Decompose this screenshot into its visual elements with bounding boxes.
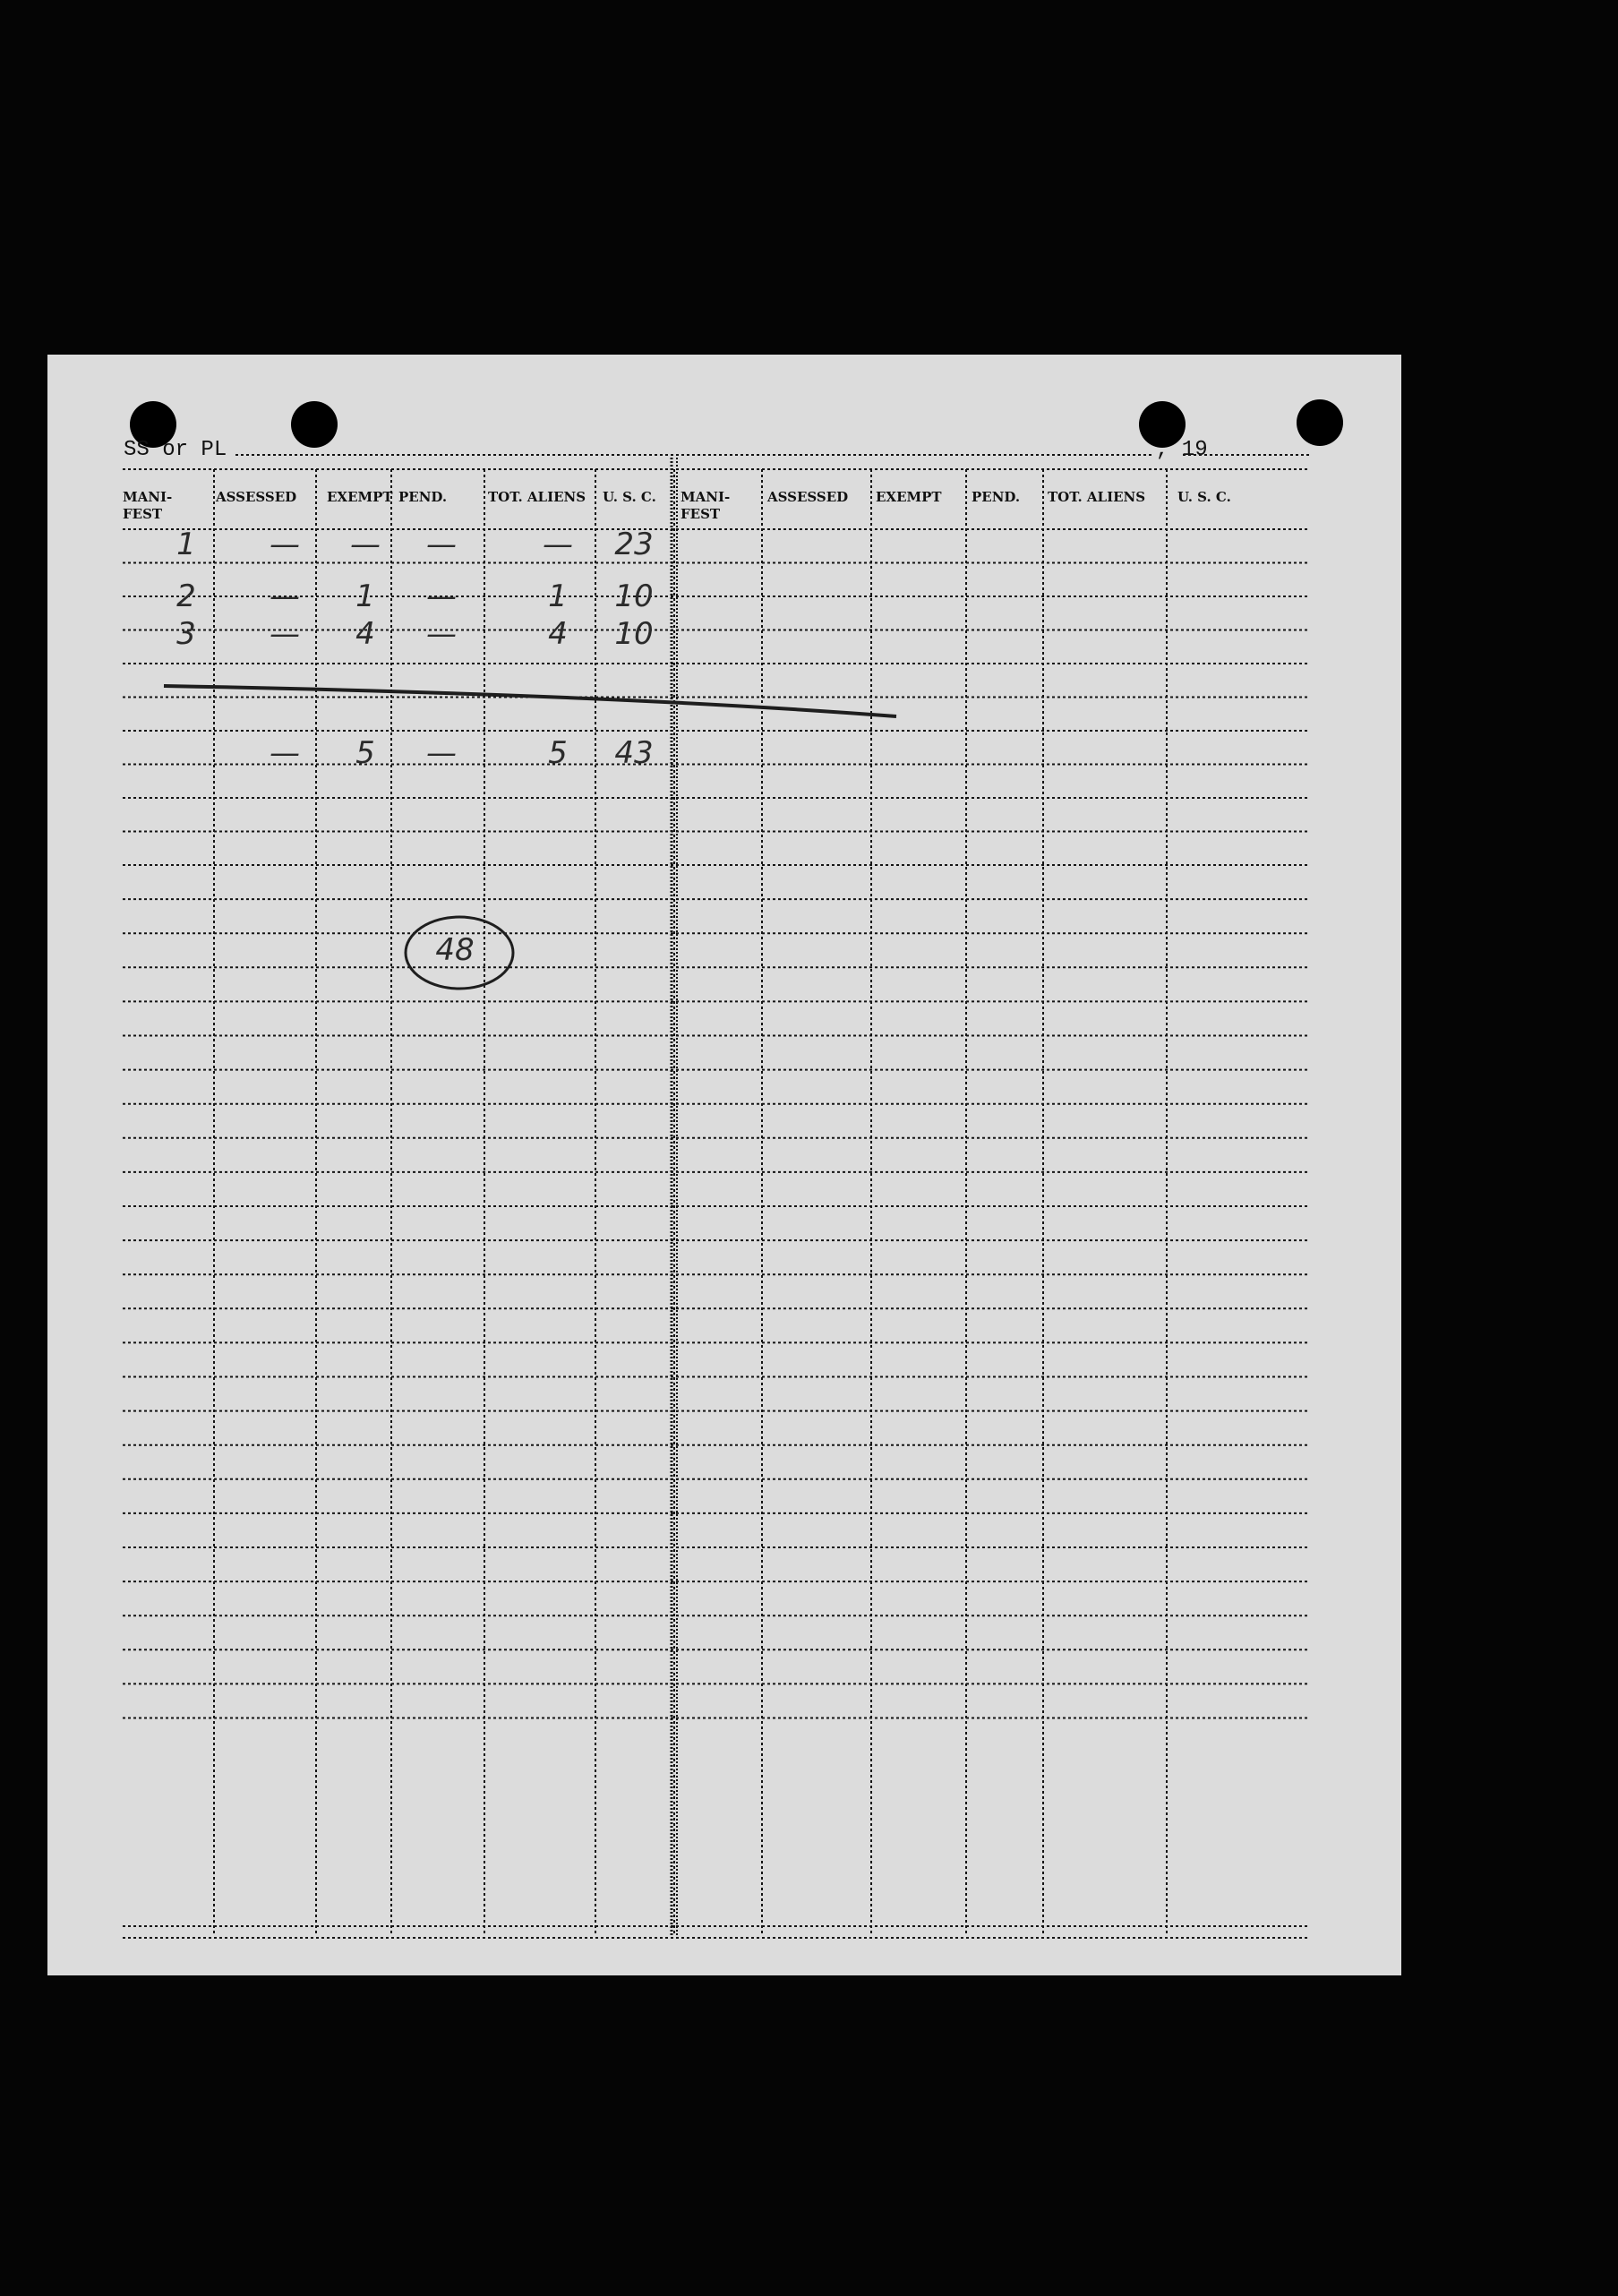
entry-assessed: — bbox=[270, 578, 300, 614]
header-manifest-left: MANI- FEST bbox=[123, 489, 173, 522]
entry-usc: 23 bbox=[614, 527, 654, 562]
header-tot-aliens-left: TOT. ALIENS bbox=[488, 489, 586, 505]
form-sheet bbox=[47, 355, 1401, 1975]
circled-note: 48 bbox=[435, 932, 475, 968]
header-assessed-left: ASSESSED bbox=[216, 489, 297, 505]
total-assessed: — bbox=[270, 735, 300, 771]
header-assessed-right: ASSESSED bbox=[767, 489, 849, 505]
dotted-grid bbox=[47, 355, 1401, 1975]
entry-pend: — bbox=[426, 616, 457, 652]
entry-pend: — bbox=[426, 578, 457, 614]
header-tot-aliens-right: TOT. ALIENS bbox=[1048, 489, 1146, 505]
header-pend-right: PEND. bbox=[972, 489, 1021, 505]
header-exempt-right: EXEMPT bbox=[876, 489, 942, 505]
header-exempt-left: EXEMPT bbox=[327, 489, 393, 505]
total-pend: — bbox=[426, 735, 457, 771]
totals-underline bbox=[164, 686, 896, 716]
entry-tot_aliens: — bbox=[543, 527, 573, 562]
header-pend-left: PEND. bbox=[398, 489, 448, 505]
entry-tot_aliens: 4 bbox=[548, 616, 568, 652]
ss-or-pl-label: SS or PL bbox=[124, 438, 227, 462]
entry-manifest: 3 bbox=[176, 616, 196, 652]
entry-usc: 10 bbox=[614, 578, 654, 614]
header-manifest-right: MANI- FEST bbox=[681, 489, 731, 522]
total-exempt: 5 bbox=[355, 735, 375, 771]
entry-usc: 10 bbox=[614, 616, 654, 652]
entry-assessed: — bbox=[270, 616, 300, 652]
total-tot_aliens: 5 bbox=[548, 735, 568, 771]
entry-assessed: — bbox=[270, 527, 300, 562]
header-usc-left: U. S. C. bbox=[603, 489, 656, 505]
entry-exempt: 4 bbox=[355, 616, 375, 652]
entry-pend: — bbox=[426, 527, 457, 562]
date-year-label: , 19 bbox=[1156, 438, 1208, 462]
entry-exempt: 1 bbox=[355, 578, 375, 614]
header-usc-right: U. S. C. bbox=[1177, 489, 1231, 505]
total-usc: 43 bbox=[614, 735, 654, 771]
entry-exempt: — bbox=[350, 527, 381, 562]
entry-manifest: 2 bbox=[176, 578, 196, 614]
entry-manifest: 1 bbox=[176, 527, 196, 562]
entry-tot_aliens: 1 bbox=[548, 578, 568, 614]
